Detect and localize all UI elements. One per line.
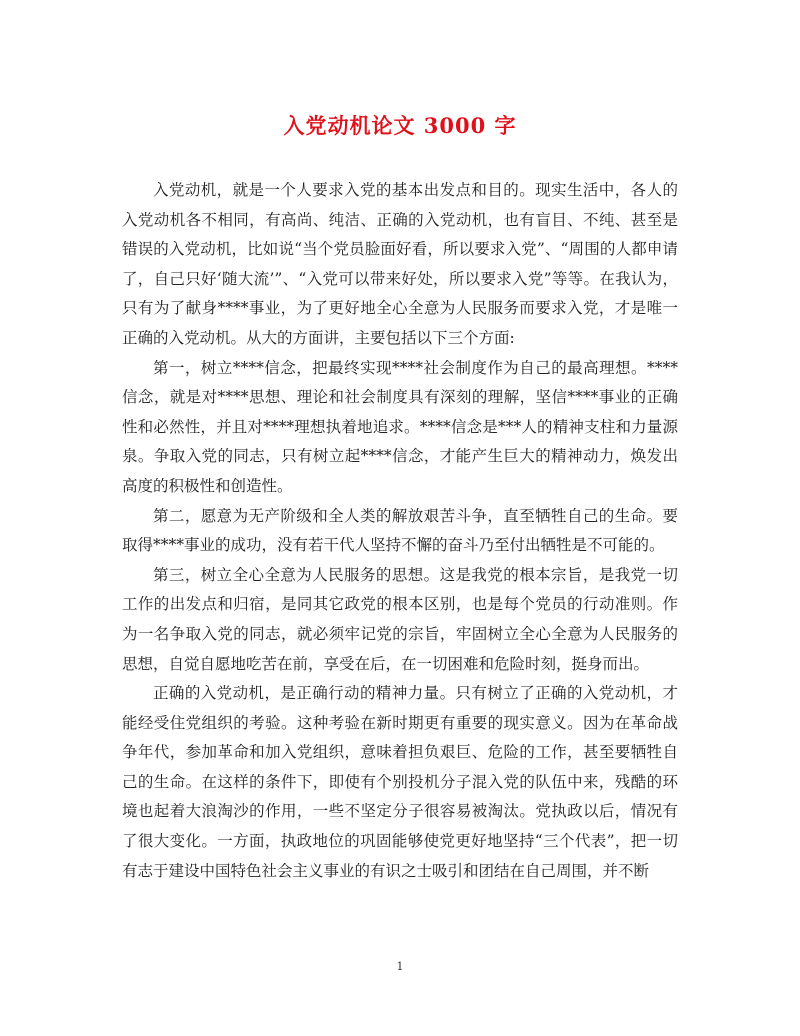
document-title: 入党动机论文 3000 字 (283, 113, 517, 138)
paragraph-2: 第一，树立****信念，把最终实现****社会制度作为自己的最高理想。****信念，就是对****思想、理论和社会制度具有深刻的理解，坚信****事业的正确性和必然性，并且对****理想执着地追求。****信念是***人的精神支柱和力量源泉。争取入党的同志，只有树立起****信念，才能产生巨大的精神动力，焕发出高度的积极性和创造性。 (122, 358, 678, 495)
paragraph-5: 正确的入党动机，是正确行动的精神力量。只有树立了正确的入党动机，才能经受住党组织的考验。这种考验在新时期更有重要的现实意义。因为在革命战争年代，参加革命和加入党组织，意味着担负艰巨、危险的工作，甚至要牺牲自己的生命。在这样的条件下，即使有个别投机分子混入党的队伍中来，残酷的环境也起着大浪淘沙的作用，一些不坚定分子很容易被淘汰。党执政以后，情况有了很大变化。一方面，执政地位的巩固能够使党更好地坚持“三个代表”，把一切有志于建设中国特色社会主义事业的有识之士吸引和团结在自己周围，并不断 (122, 684, 678, 880)
paragraph-1: 入党动机，就是一个人要求入党的基本出发点和目的。现实生活中，各人的入党动机各不相同，有高尚、纯洁、正确的入党动机，也有盲目、不纯、甚至是错误的入党动机，比如说“当个党员脸面好看，所以要求入党”、“周围的人都申请了，自己只好‘随大流’”、“入党可以带来好处，所以要求入党”等等。在我认为，只有为了献身****事业，为了更好地全心全意为人民服务而要求入党，才是唯一正确的入党动机。从大的方面讲，主要包括以下三个方面: (122, 181, 678, 347)
document-body (122, 176, 678, 886)
paragraph-3: 第二，愿意为无产阶级和全人类的解放艰苦斗争，直至牺牲自己的生命。要取得****事业的成功，没有若干代人坚持不懈的奋斗乃至付出牺牲是不可能的。 (122, 506, 678, 555)
paragraph-4: 第三，树立全心全意为人民服务的思想。这是我党的根本宗旨，是我党一切工作的出发点和归宿，是同其它政党的根本区别，也是每个党员的行动准则。作为一名争取入党的同志，就必须牢记党的宗旨，牢固树立全心全意为人民服务的思想，自觉自愿地吃苦在前，享受在后，在一切困难和危险时刻，挺身而出。 (122, 565, 678, 673)
page-number: 1 (396, 960, 404, 973)
